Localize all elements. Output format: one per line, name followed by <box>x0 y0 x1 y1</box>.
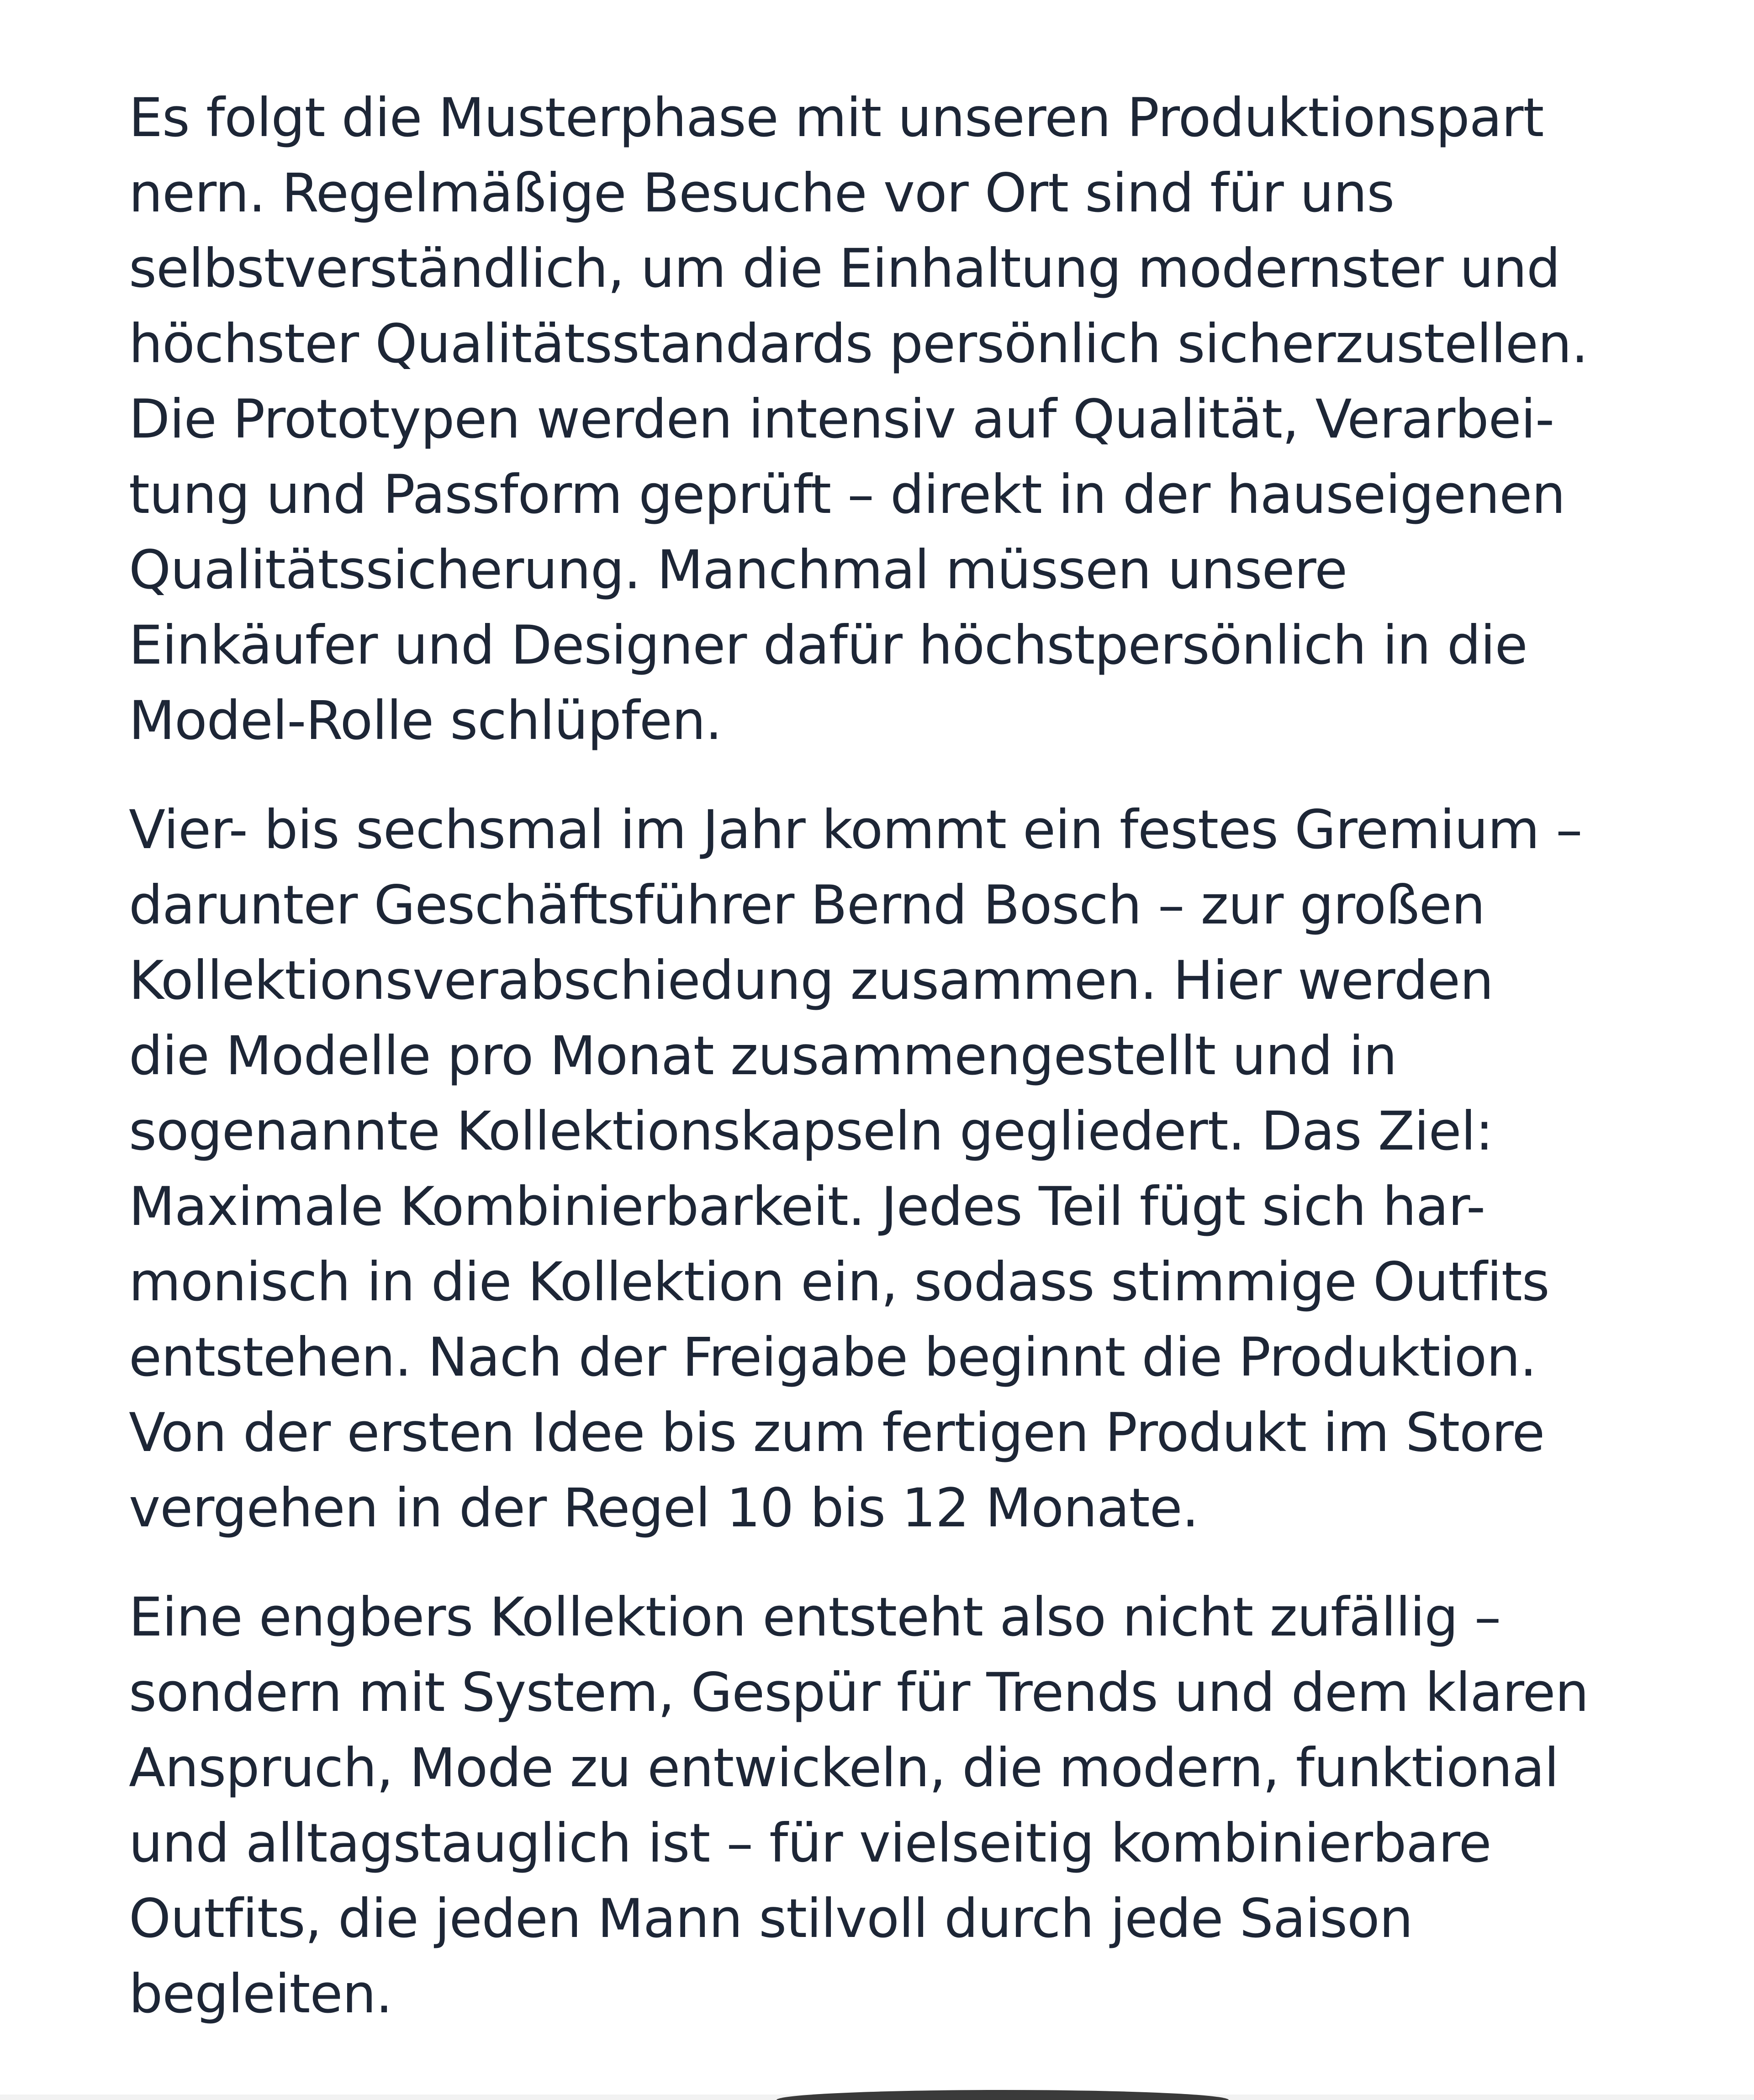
text-line: Kollektionsverabschiedung zusammen. Hier werden <box>129 949 1494 1012</box>
text-line: Die Prototypen werden intensiv auf Qualität, Verarbei- <box>129 388 1554 450</box>
text-line: Es folgt die Musterphase mit unseren Produktionspart <box>129 86 1544 149</box>
text-line: monisch in die Kollektion ein, sodass stimmige Outfits <box>129 1251 1549 1313</box>
text-line: höchster Qualitätsstandards persönlich sicherzustellen. <box>129 312 1588 375</box>
text-line: Model-Rolle schlüpfen. <box>129 689 722 752</box>
text-line: tung und Passform geprüft – direkt in der hauseigenen <box>129 463 1565 526</box>
text-line: die Modelle pro Monat zusammengestellt und in <box>129 1024 1397 1087</box>
paragraph-sampling-phase <box>129 80 1645 758</box>
paragraph-collection-approval <box>129 792 1645 1546</box>
article-body <box>129 80 1645 2031</box>
paragraph-conclusion <box>129 1579 1645 2031</box>
text-line: nern. Regelmäßige Besuche vor Ort sind für uns <box>129 162 1395 224</box>
text-line: vergehen in der Regel 10 bis 12 Monate. <box>129 1477 1199 1539</box>
text-line: sogenannte Kollektionskapseln gegliedert. Das Ziel: <box>129 1100 1493 1162</box>
text-line: entstehen. Nach der Freigabe beginnt die Produktion. <box>129 1326 1537 1388</box>
text-line: Maximale Kombinierbarkeit. Jedes Teil fügt sich har- <box>129 1175 1485 1238</box>
text-line: begleiten. <box>129 1963 392 2025</box>
text-line: und alltagstauglich ist – für vielseitig kombinierbare <box>129 1812 1491 1874</box>
next-image-edge <box>777 2090 1229 2100</box>
text-line: Eine engbers Kollektion entsteht also nicht zufällig – <box>129 1586 1501 1648</box>
paragraph-spacer <box>129 758 1645 792</box>
text-line: Anspruch, Mode zu entwickeln, die modern, funktional <box>129 1736 1559 1799</box>
text-line: Einkäufer und Designer dafür höchstpersönlich in die <box>129 614 1527 676</box>
paragraph-spacer <box>129 1546 1645 1579</box>
text-line: selbstverständlich, um die Einhaltung modernster und <box>129 237 1560 300</box>
text-line: Von der ersten Idee bis zum fertigen Produkt im Store <box>129 1401 1545 1464</box>
text-line: darunter Geschäftsführer Bernd Bosch – zur großen <box>129 874 1485 936</box>
text-line: sondern mit System, Gespür für Trends und dem klaren <box>129 1661 1589 1724</box>
text-line: Outfits, die jeden Mann stilvoll durch jede Saison <box>129 1887 1413 1950</box>
text-line: Vier- bis sechsmal im Jahr kommt ein festes Gremium – <box>129 798 1582 861</box>
text-line: Qualitätssicherung. Manchmal müssen unsere <box>129 538 1347 601</box>
